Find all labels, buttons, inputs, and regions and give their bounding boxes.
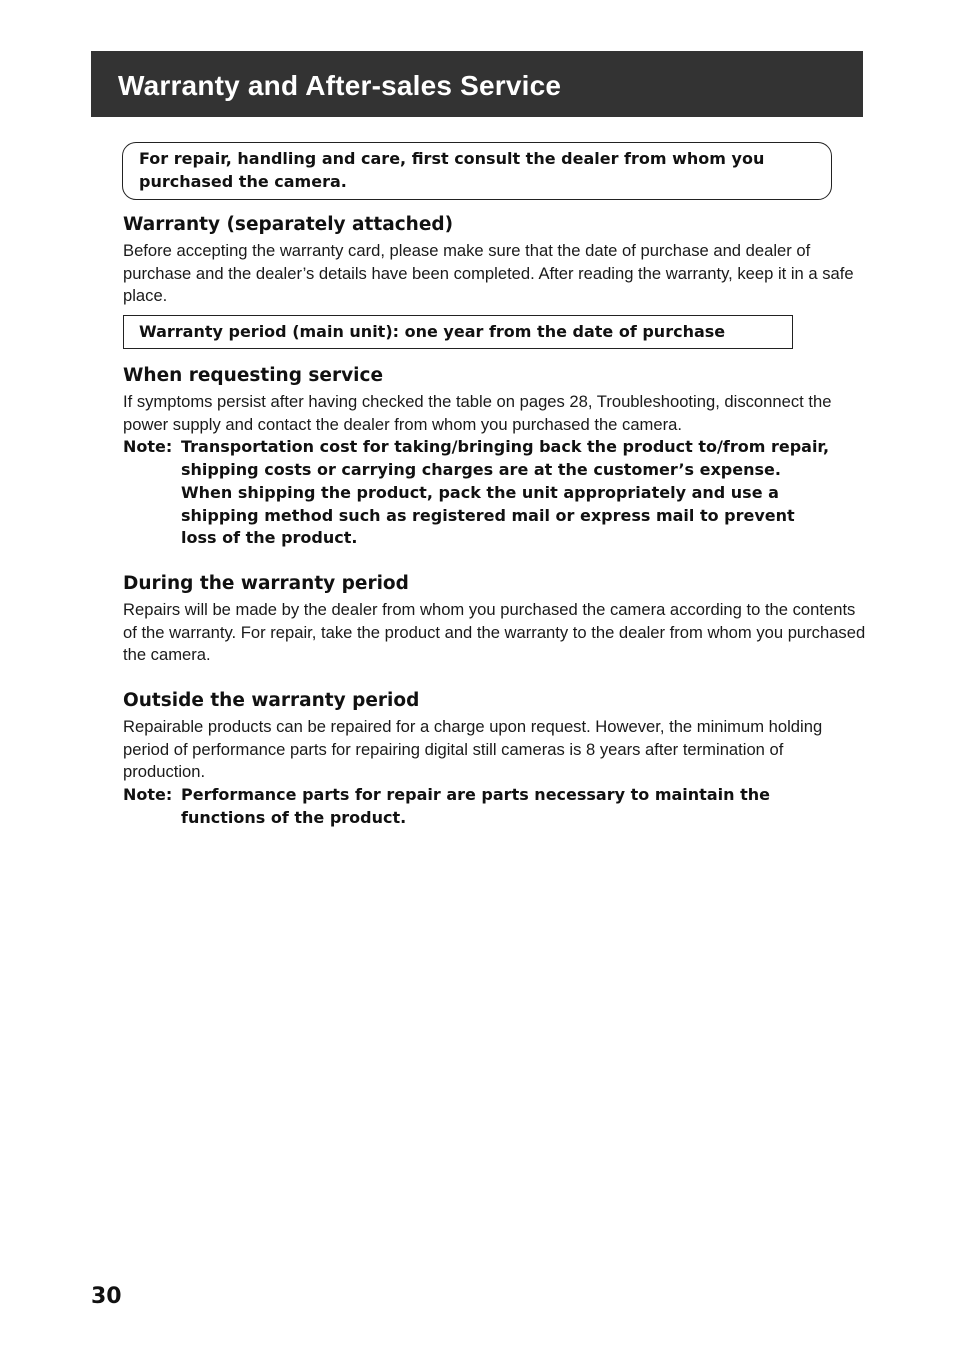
note-text: Performance parts for repair are parts necessary to maintain the functions of the product. (181, 784, 770, 827)
outside-period-heading: Outside the warranty period (123, 690, 420, 711)
note-text: Transportation cost for taking/bringing back the product to/from repair, shipping costs or carrying charges are at the customer’s expense. When shipping the product, pack the unit appropriately and use a shipping method such as registered mail or express mail to prevent loss of the product. (181, 437, 830, 548)
page-title: Warranty and After-sales Service (118, 70, 562, 101)
outside-period-body: Repairable products can be repaired for a charge upon request. However, the minimum holding period of performance parts for repairing digital still cameras is 8 years after termination of production. (123, 717, 823, 782)
intro-callout: For repair, handling and care, first consult the dealer from whom you purchased the camera. (122, 142, 832, 200)
warranty-period-box: Warranty period (main unit): one year from the date of purchase (123, 315, 793, 349)
outside-period-section (123, 688, 868, 829)
requesting-service-heading: When requesting service (123, 365, 384, 386)
during-period-body: Repairs will be made by the dealer from whom you purchased the camera according to the contents of the warranty. For repair, take the product and the warranty to the dealer from whom you purchased the camera. (123, 600, 866, 665)
outside-period-note (123, 784, 868, 830)
warranty-body: Before accepting the warranty card, please make sure that the date of purchase and dealer of purchase and the dealer’s details have been completed. After reading the warranty, keep it in a safe place. (123, 241, 854, 306)
during-period-heading: During the warranty period (123, 573, 409, 594)
note-label: Note: (123, 437, 173, 457)
page-number: 30 (91, 1284, 122, 1309)
warranty-heading: Warranty (separately attached) (123, 214, 454, 235)
warranty-section (123, 212, 868, 308)
requesting-service-body: If symptoms persist after having checked the table on pages 28, Troubleshooting, disconnect the power supply and contact the dealer from whom you purchased the camera. (123, 392, 832, 434)
requesting-service-section (123, 363, 868, 550)
page-title-bar (91, 51, 863, 117)
note-label: Note: (123, 784, 173, 804)
requesting-service-note (123, 436, 868, 550)
during-period-section (123, 571, 868, 667)
